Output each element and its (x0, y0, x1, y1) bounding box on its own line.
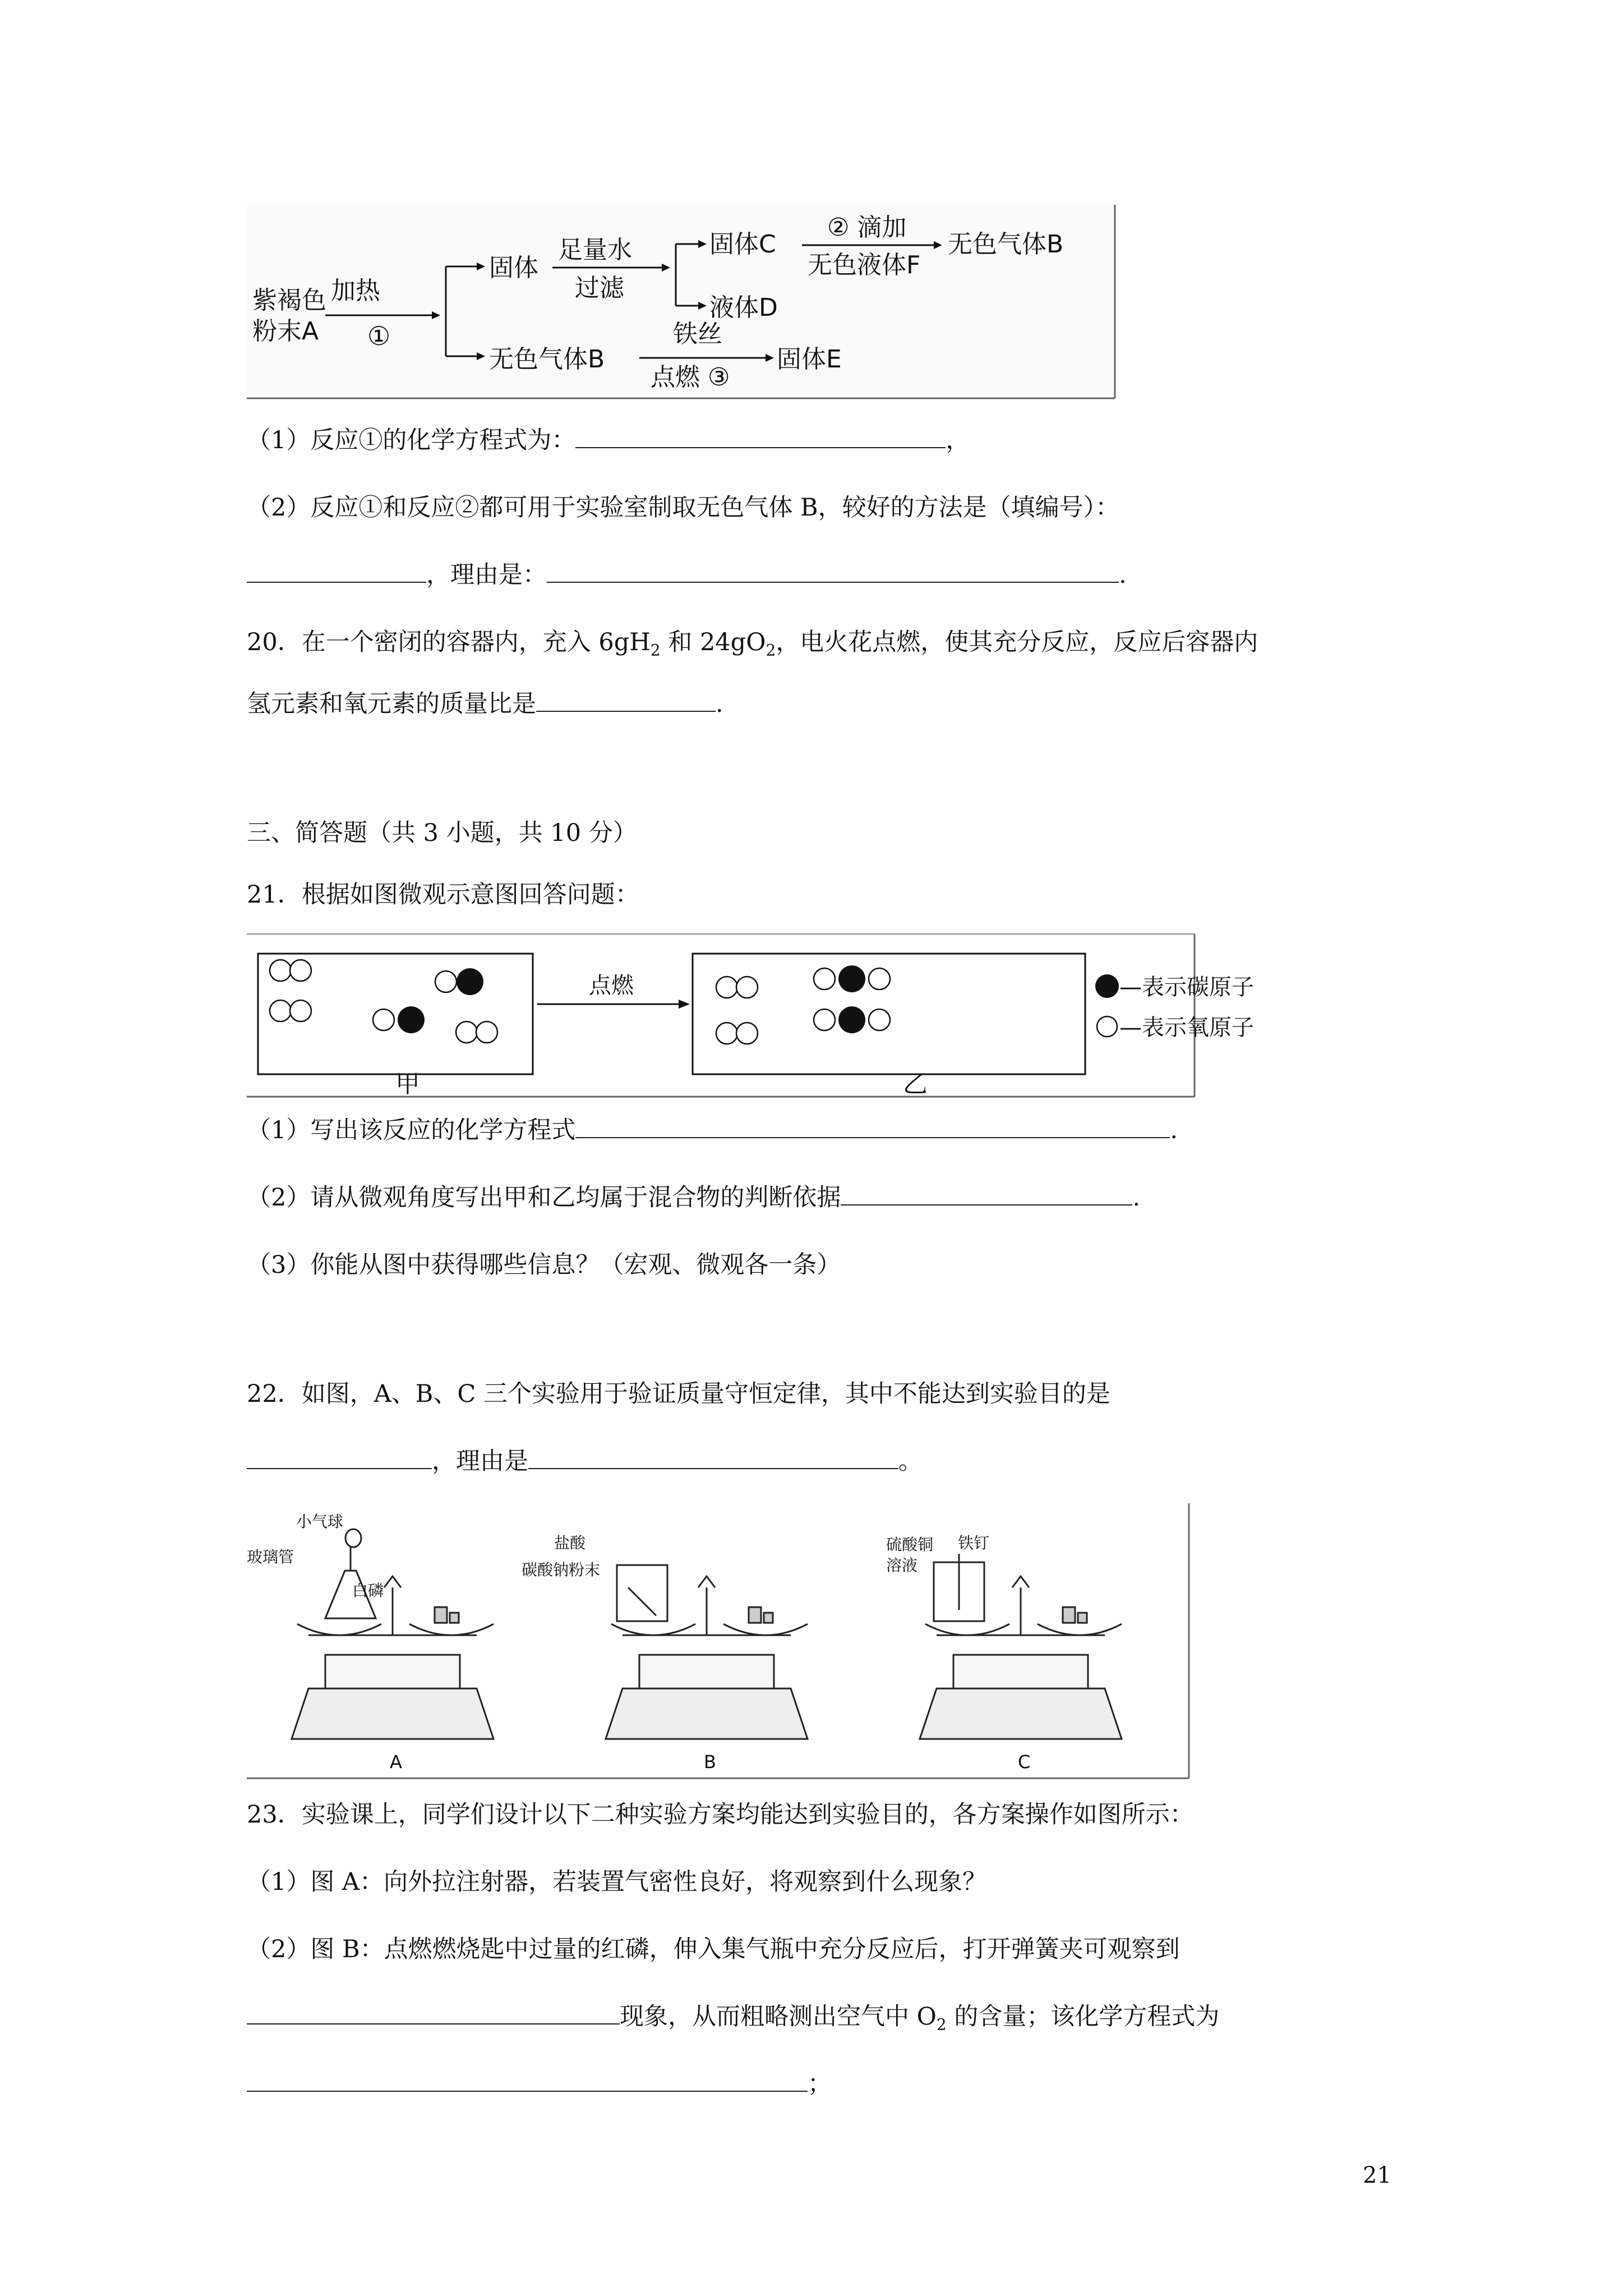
section-heading: 三、简答题（共 3 小题，共 10 分） (247, 819, 637, 847)
fig-a-balloon: 小气球 (296, 1512, 344, 1531)
q20-line2-end: . (716, 690, 723, 718)
flow-solid-c: 固体C (709, 230, 776, 259)
flow-water-top: 足量水 (558, 236, 632, 264)
flow-gas-b-right: 无色气体B (948, 230, 1064, 259)
q20-text-a: 20．在一个密闭的容器内，充入 6gH (247, 628, 651, 656)
q21-title: 21．根据如图微观示意图回答问题： (247, 881, 639, 909)
q19-p3-mid: ，理由是： (426, 561, 547, 589)
answer-blank[interactable] (247, 560, 426, 583)
q22-line2-mid: ，理由是 (432, 1447, 528, 1475)
balance-label-c: C (1018, 1751, 1031, 1773)
fig-a-tube: 玻璃管 (247, 1548, 294, 1566)
q23-p3 (247, 2000, 1219, 2042)
flow-start-line2: 粉末A (252, 317, 319, 346)
answer-blank[interactable] (247, 2069, 808, 2092)
flow-drip-top: ② 滴加 (827, 213, 907, 242)
fig-c-solution-2: 溶液 (886, 1556, 918, 1575)
micro-jia-label: 甲 (395, 1070, 420, 1098)
flow-liquid-d: 液体D (709, 293, 778, 322)
flow-solid-e: 固体E (777, 345, 842, 374)
q21-p1 (247, 1114, 1178, 1147)
page-number: 21 (1363, 2162, 1391, 2188)
q20-line2-text: 氢元素和氧元素的质量比是 (247, 690, 536, 718)
balance-label-b: B (704, 1751, 716, 1773)
q20-sub-a: 2 (650, 641, 661, 660)
flow-drip-bottom: 无色液体F (808, 251, 921, 279)
micro-arrow-label: 点燃 (589, 973, 634, 999)
micro-yi-label: 乙 (903, 1070, 928, 1098)
answer-blank[interactable] (536, 689, 716, 712)
q23-p4 (247, 2067, 832, 2101)
answer-blank[interactable] (247, 2002, 620, 2024)
q21-p2-end: . (1132, 1184, 1141, 1212)
flow-start-line1: 紫褐色 (252, 286, 326, 315)
q19-p3 (247, 558, 1127, 592)
answer-blank[interactable] (575, 426, 946, 448)
q20-sub-b: 2 (766, 641, 776, 660)
q20-text-c: ，电火花点燃，使其充分反应，反应后容器内 (776, 628, 1258, 656)
flow-iron-bottom: 点燃 ③ (651, 363, 730, 392)
q19-p1 (247, 424, 970, 457)
q21-p1-text: （1）写出该反应的化学方程式 (247, 1116, 576, 1144)
q23-p4-end: ； (808, 2070, 832, 2098)
answer-blank[interactable] (547, 560, 1119, 583)
q20-line1 (247, 625, 1258, 668)
flow-solid: 固体 (489, 254, 538, 282)
q19-p1-text: （1）反应①的化学方程式为： (247, 426, 576, 454)
answer-blank[interactable] (247, 1447, 432, 1469)
q21-p1-end: . (1170, 1116, 1178, 1144)
flow-water-bottom: 过滤 (575, 274, 624, 302)
flow-diagram (247, 205, 1122, 401)
legend-carbon: —表示碳原子 (1119, 974, 1254, 1000)
fig-c-nail: 铁钉 (958, 1534, 990, 1552)
q23-p3-sub: 2 (936, 2015, 947, 2034)
q19-p2 (247, 491, 1119, 524)
q23-p1: （1）图 A：向外拉注射器，若装置气密性良好，将观察到什么现象？ (247, 1868, 987, 1896)
legend-oxygen: —表示氧原子 (1119, 1015, 1254, 1041)
q20-line2 (247, 687, 723, 721)
q19-p1-end: ， (946, 426, 970, 454)
flow-gas-b: 无色气体B (489, 345, 605, 374)
q19-p3-end: . (1119, 561, 1127, 589)
q22-line2-end: 。 (898, 1447, 923, 1475)
q23-p3-text-a: 现象，从而粗略测出空气中 O (620, 2003, 937, 2031)
q22-title: 22．如图，A、B、C 三个实验用于验证质量守恒定律，其中不能达到实验目的是 (247, 1380, 1110, 1408)
fig-c-solution-1: 硫酸铜 (886, 1535, 934, 1554)
flow-step1: ① (367, 321, 391, 351)
flow-iron-top: 铁丝 (673, 320, 722, 348)
q23-title: 23．实验课上，同学们设计以下二种实验方案均能达到实验目的，各方案操作如图所示： (247, 1801, 1194, 1829)
fig-a-phosphorus: 白磷 (352, 1581, 384, 1600)
q23-p3-text-b: 的含量；该化学方程式为 (946, 2003, 1220, 2031)
fig-b-powder: 碳酸钠粉末 (522, 1561, 601, 1579)
q22-line2 (247, 1444, 923, 1478)
q21-p2 (247, 1181, 1140, 1214)
q21-p3: （3）你能从图中获得哪些信息？（宏观、微观各一条） (247, 1251, 841, 1279)
q19-p2-text: （2）反应①和反应②都可用于实验室制取无色气体 B，较好的方法是（填编号）： (247, 494, 1120, 522)
q23-p2: （2）图 B：点燃燃烧匙中过量的红磷，伸入集气瓶中充分反应后，打开弹簧夹可观察到 (247, 1935, 1180, 1963)
balance-label-a: A (390, 1751, 402, 1773)
fig-b-acid: 盐酸 (554, 1534, 586, 1552)
answer-blank[interactable] (841, 1183, 1132, 1205)
micro-diagram (247, 931, 1254, 1099)
answer-blank[interactable] (575, 1116, 1170, 1138)
answer-blank[interactable] (528, 1447, 898, 1469)
flow-heat-label: 加热 (331, 277, 380, 305)
q21-p2-text: （2）请从微观角度写出甲和乙均属于混合物的判断依据 (247, 1184, 841, 1212)
balance-diagram (247, 1503, 1200, 1784)
q20-text-b: 和 24gO (660, 628, 766, 656)
